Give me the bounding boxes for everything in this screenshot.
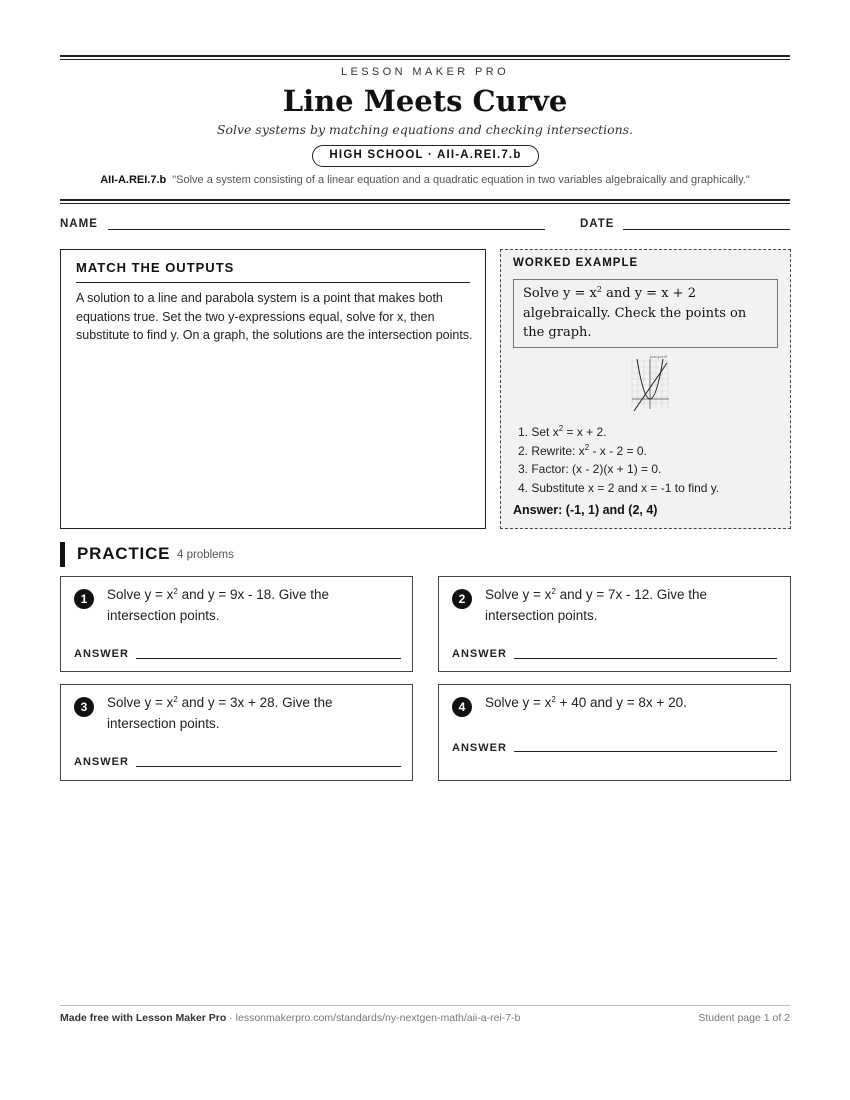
footer-page-number: Student page 1 of 2 xyxy=(698,1012,790,1024)
standard-line xyxy=(0,174,850,186)
date-field[interactable] xyxy=(623,229,790,230)
concept-heading: MATCH THE OUTPUTS xyxy=(76,260,235,275)
answer-label: ANSWER xyxy=(74,648,129,660)
concept-body: A solution to a line and parabola system is a point that makes both equations true. Set the two y-expressions equal, solve for x, then substitute to find y. On a graph, the solutions are the intersection points. xyxy=(76,291,473,342)
footer-url[interactable]: · lessonmakerpro.com/standards/ny-nextgen-math/aii-a-rei-7-b xyxy=(226,1012,521,1024)
worked-example-steps xyxy=(518,423,719,497)
top-rule-thin xyxy=(60,59,790,60)
brand-eyebrow: LESSON MAKER PRO xyxy=(340,66,510,78)
step-2: 2. Rewrite: $x^2 - x - 2 = 0$. xyxy=(518,442,647,458)
top-rule-thick xyxy=(60,55,790,57)
concept-divider xyxy=(76,282,470,283)
worked-example-answer: Answer: (-1, 1) and (2, 4) xyxy=(513,503,658,517)
problem-card-2 xyxy=(438,576,791,672)
answer-label: ANSWER xyxy=(452,648,507,660)
standard-code: AII-A.REI.7.b xyxy=(100,174,167,186)
practice-title: PRACTICE xyxy=(77,544,171,563)
problem-text: Solve $y = x^2$ and y = 7x - 12. Give the intersection points. xyxy=(485,587,708,623)
step-1: 1. Set $x^2 = x + 2$. xyxy=(518,424,607,439)
example-graph xyxy=(622,353,672,415)
worked-example-box xyxy=(500,249,791,529)
footer-credit xyxy=(60,1012,520,1024)
practice-count: 4 problems xyxy=(177,549,234,561)
problem-number-badge: 4 xyxy=(452,697,472,717)
problem-text: Solve $y = x^2$ and y = 9x - 18. Give the intersection points. xyxy=(107,587,330,623)
footer-brand: Made free with Lesson Maker Pro xyxy=(60,1012,227,1024)
standard-text: "Solve a system consisting of a linear equation and a quadratic equation in two variables algebraically and graphically." xyxy=(172,174,750,186)
page-subtitle: Solve systems by matching equations and checking intersections. xyxy=(216,122,634,137)
problem-card-1 xyxy=(60,576,413,672)
level-badge: HIGH SCHOOL · AII-A.REI.7.b xyxy=(312,145,539,167)
problem-number-badge: 1 xyxy=(74,589,94,609)
answer-field-3[interactable] xyxy=(136,766,401,767)
worked-example-prompt: Solve $y = x^2$ and y = x + 2 algebraically. Check the points on the graph. xyxy=(513,279,778,348)
answer-field-1[interactable] xyxy=(136,658,401,659)
problem-number-badge: 2 xyxy=(452,589,472,609)
concept-box xyxy=(60,249,486,529)
step-3: 3. Factor: (x - 2)(x + 1) = 0. xyxy=(518,462,662,476)
name-label: NAME xyxy=(60,218,98,230)
name-field[interactable] xyxy=(108,229,545,230)
page-title: Line Meets Curve xyxy=(282,84,568,118)
practice-accent-bar xyxy=(60,542,65,567)
answer-label: ANSWER xyxy=(452,742,507,754)
problem-card-4 xyxy=(438,684,791,781)
problem-text: Solve $y = x^2 + 40$ and y = 8x + 20. xyxy=(485,695,687,710)
answer-label: ANSWER xyxy=(74,756,129,768)
answer-field-2[interactable] xyxy=(514,658,777,659)
date-label: DATE xyxy=(580,218,615,230)
footer-divider xyxy=(60,1005,790,1006)
answer-field-4[interactable] xyxy=(514,751,777,752)
step-4: 4. Substitute x = 2 and x = -1 to find y. xyxy=(518,480,720,495)
problem-card-3 xyxy=(60,684,413,781)
header-rule-thin xyxy=(60,203,790,204)
worked-example-heading: WORKED EXAMPLE xyxy=(513,257,639,269)
problem-text: Solve $y = x^2$ and y = 3x + 28. Give the intersection points. xyxy=(107,695,333,731)
problem-number-badge: 3 xyxy=(74,697,94,717)
header-rule-thick xyxy=(60,199,790,201)
graph-label: y=x²,y=x+2 xyxy=(650,355,668,359)
